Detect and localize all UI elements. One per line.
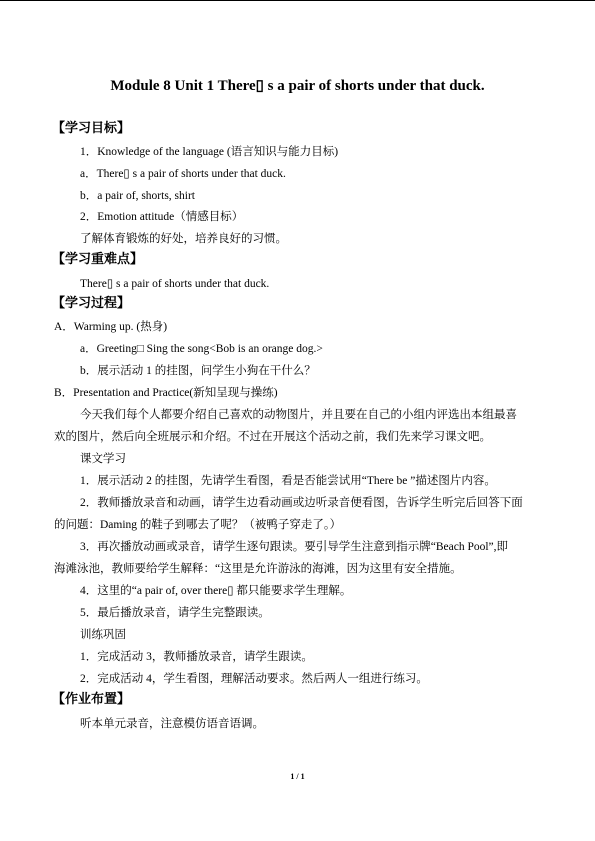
process-line: 2．完成活动 4，学生看图，理解活动要求。然后两人一组进行练习。 bbox=[80, 673, 428, 685]
process-line: 课文学习 bbox=[80, 453, 126, 465]
page-title: Module 8 Unit 1 There▯ s a pair of shorts under that duck. bbox=[110, 78, 485, 94]
process-line: 1．展示活动 2 的挂图，先请学生看图，看是否能尝试用“There be ”描述图片内容。 bbox=[80, 475, 496, 487]
section-heading-homework: 【作业布置】 bbox=[52, 692, 131, 707]
objective-line: 1．Knowledge of the language (语言知识与能力目标) bbox=[80, 146, 339, 158]
objective-line: a．There▯ s a pair of shorts under that duck. bbox=[80, 168, 286, 180]
process-line: 训练巩固 bbox=[80, 629, 126, 641]
section-heading-process: 【学习过程】 bbox=[52, 296, 131, 311]
process-line: B．Presentation and Practice(新知呈现与操练) bbox=[54, 387, 278, 399]
top-rule bbox=[0, 0, 595, 1]
process-line: 欢的图片，然后向全班展示和介绍。不过在开展这个活动之前，我们先来学习课文吧。 bbox=[54, 431, 491, 443]
process-line: 4．这里的“a pair of, over there▯ 都只能要求学生理解。 bbox=[80, 585, 352, 597]
process-line: 海滩泳池，教师要给学生解释：“这里是允许游泳的海滩，因为这里有安全措施。 bbox=[54, 563, 462, 575]
process-line: 2．教师播放录音和动画，请学生边看动画或边听录音便看图，告诉学生听完后回答下面 bbox=[80, 497, 523, 509]
key-point-line: There▯ s a pair of shorts under that duck. bbox=[80, 278, 270, 290]
process-line: b．展示活动 1 的挂图，问学生小狗在干什么？ bbox=[80, 365, 316, 377]
process-line: 的问题：Daming 的鞋子到哪去了呢？（被鸭子穿走了。） bbox=[54, 519, 342, 531]
objective-line: b．a pair of, shorts, shirt bbox=[80, 190, 195, 202]
objective-line: 2．Emotion attitude（情感目标） bbox=[80, 211, 244, 223]
objective-line: 了解体育锻炼的好处，培养良好的习惯。 bbox=[80, 233, 287, 245]
process-line: 5．最后播放录音，请学生完整跟读。 bbox=[80, 607, 270, 619]
process-line: a．Greeting□ Sing the song<Bob is an orange dog.> bbox=[80, 343, 323, 355]
section-heading-key-points: 【学习重难点】 bbox=[52, 252, 144, 267]
process-line: 3．再次播放动画或录音，请学生逐句跟读。要引导学生注意到指示牌“Beach Pool”,即 bbox=[80, 541, 509, 553]
process-line: 今天我们每个人都要介绍自己喜欢的动物图片，并且要在自己的小组内评选出本组最喜 bbox=[80, 409, 517, 421]
section-heading-objectives: 【学习目标】 bbox=[52, 121, 131, 136]
process-line: A．Warming up. (热身) bbox=[54, 321, 168, 333]
homework-line: 听本单元录音，注意模仿语音语调。 bbox=[80, 718, 264, 730]
page-number: 1 / 1 bbox=[290, 772, 305, 781]
process-line: 1．完成活动 3，教师播放录音，请学生跟读。 bbox=[80, 651, 313, 663]
